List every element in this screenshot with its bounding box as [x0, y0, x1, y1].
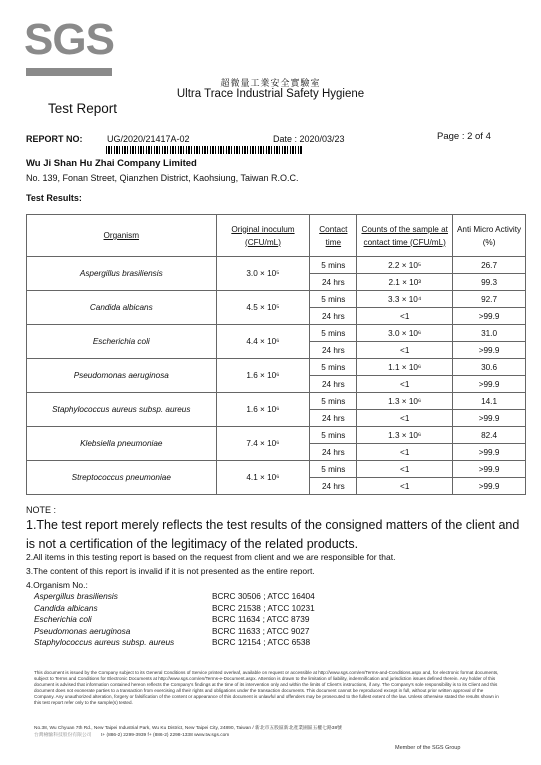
- inoculum-cell: 7.4 × 10⁶: [216, 427, 310, 461]
- contact-cell: 24 hrs: [310, 342, 357, 359]
- col-inoculum: Original inoculum (CFU/mL): [216, 215, 310, 257]
- col-counts: Counts of the sample at contact time (CFU/mL): [357, 215, 453, 257]
- inoculum-cell: 3.0 × 10⁵: [216, 257, 310, 291]
- table-header-row: [27, 215, 526, 257]
- count-cell: <1: [357, 461, 453, 478]
- list-item: Escherichia coli BCRC 11634 ; ATCC 8739: [34, 614, 310, 624]
- sgs-logo: [24, 15, 114, 68]
- contact-cell: 24 hrs: [310, 444, 357, 461]
- count-cell: 2.2 × 10⁵: [357, 257, 453, 274]
- list-item: Staphylococcus aureus subsp. aureus BCRC 12154 ; ATCC 6538: [34, 637, 311, 647]
- inoculum-cell: 4.1 × 10⁶: [216, 461, 310, 495]
- count-cell: 3.3 × 10⁴: [357, 291, 453, 308]
- contact-cell: 24 hrs: [310, 308, 357, 325]
- contact-cell: 5 mins: [310, 257, 357, 274]
- logo-bar: [26, 68, 112, 76]
- table-row: [27, 461, 526, 478]
- activity-cell: >99.9: [453, 342, 526, 359]
- activity-cell: 26.7: [453, 257, 526, 274]
- report-no-value: UG/2020/21417A-02: [107, 134, 190, 144]
- count-cell: 1.3 × 10⁶: [357, 393, 453, 410]
- list-item: Pseudomonas aeruginosa BCRC 11633 ; ATCC 9027: [34, 625, 310, 636]
- activity-cell: >99.9: [453, 461, 526, 478]
- member-of-sgs: Member of the SGS Group: [395, 745, 461, 751]
- contact-cell: 5 mins: [310, 461, 357, 478]
- activity-cell: >99.9: [453, 478, 526, 495]
- organism-cell: Aspergillus brasiliensis: [27, 257, 217, 291]
- count-cell: <1: [357, 376, 453, 393]
- inoculum-cell: 1.6 × 10⁶: [216, 393, 310, 427]
- organism-cell: Escherichia coli: [27, 325, 217, 359]
- activity-cell: 14.1: [453, 393, 526, 410]
- note-2: 2.All items in this testing report is based on the request from client and we are responsible for that.: [26, 552, 396, 562]
- table-row: [27, 257, 526, 274]
- table-row: [27, 359, 526, 376]
- organism-cell: Pseudomonas aeruginosa: [27, 359, 217, 393]
- contact-cell: 24 hrs: [310, 410, 357, 427]
- count-cell: 3.0 × 10⁶: [357, 325, 453, 342]
- activity-cell: >99.9: [453, 308, 526, 325]
- organism-cell: Candida albicans: [27, 291, 217, 325]
- contact-cell: 5 mins: [310, 325, 357, 342]
- lab-name-en: Ultra Trace Industrial Safety Hygiene: [176, 88, 365, 100]
- activity-cell: >99.9: [453, 444, 526, 461]
- note-label: NOTE :: [26, 505, 57, 515]
- activity-cell: 31.0: [453, 325, 526, 342]
- list-item: Candida albicans BCRC 21538 ; ATCC 10231: [34, 602, 315, 613]
- table-row: [27, 393, 526, 410]
- barcode: [106, 146, 303, 154]
- note-4: 4.Organism No.:: [26, 580, 88, 590]
- lab-name-cn: 超微量工業安全實驗室: [220, 79, 321, 89]
- contact-cell: 5 mins: [310, 393, 357, 410]
- contact-cell: 5 mins: [310, 359, 357, 376]
- count-cell: <1: [357, 444, 453, 461]
- activity-cell: 82.4: [453, 427, 526, 444]
- note-3: 3.The content of this report is invalid if it is not presented as the entire report.: [26, 566, 315, 576]
- page-indicator: Page : 2 of 4: [437, 131, 491, 142]
- count-cell: <1: [357, 308, 453, 325]
- company-name: Wu Ji Shan Hu Zhai Company Limited: [26, 158, 197, 169]
- fine-print: This document is issued by the Company subject to its General Conditions of Service printed overleaf, available on request or accessible at http://www.sgs.com/en/Terms-and-Conditions.aspx and, for electronic format documents, subject to Terms and Conditions for Electronic Documents at http://www.sgs.com/en/Terms-e-Document.aspx. Attention is drawn to the limitation of liability, indemnification and jurisdiction issues defined therein. Any holder of this document is advised that information contained hereon reflects the Company's findings at the time of its intervention only and within the limits of Client's instructions, if any. The Company's sole responsibility is to its Client and this document does not exonerate parties to a transaction from exercising all their rights and obligations under the transaction documents. This document cannot be reproduced except in full, without prior written approval of the Company. Any unauthorized alteration, forgery or falsification of the content or appearance of this document is unlawful and offenders may be prosecuted to the fullest extent of the law. Unless otherwise stated the results shown in this test report refer only to the sample(s) tested.: [34, 670, 499, 705]
- logo-text: SGS: [24, 15, 114, 64]
- contact-cell: 5 mins: [310, 427, 357, 444]
- contact-cell: 5 mins: [310, 291, 357, 308]
- count-cell: 2.1 × 10³: [357, 274, 453, 291]
- col-contact: Contact time: [310, 215, 357, 257]
- note-1: 1.The test report merely reflects the test results of the consigned matters of the client and is not a certification of the legitimacy of the related products.: [26, 518, 520, 551]
- organism-cell: Klebsiella pneumoniae: [27, 427, 217, 461]
- contact-cell: 24 hrs: [310, 376, 357, 393]
- table-row: [27, 325, 526, 342]
- report-date: Date : 2020/03/23: [273, 134, 345, 144]
- activity-cell: 99.3: [453, 274, 526, 291]
- table-row: [27, 291, 526, 308]
- results-label: Test Results:: [26, 193, 82, 203]
- col-organism: Organism: [27, 215, 217, 257]
- report-no-label: REPORT NO:: [26, 134, 83, 144]
- company-address: No. 139, Fonan Street, Qianzhen District, Kaohsiung, Taiwan R.O.C.: [26, 173, 299, 183]
- activity-cell: 92.7: [453, 291, 526, 308]
- activity-cell: 30.6: [453, 359, 526, 376]
- table-body: [27, 257, 526, 495]
- footer-address: No.38, Wu Chyuan 7th Rd., New Taipei Industrial Park, Wu Ku District, New Taipei City, 24890, Taiwan / 新北市五股區新北產業園區五權七路38號: [34, 726, 342, 731]
- inoculum-cell: 4.4 × 10⁶: [216, 325, 310, 359]
- organism-cell: Streptococcus pneumoniae: [27, 461, 217, 495]
- activity-cell: >99.9: [453, 376, 526, 393]
- count-cell: 1.1 × 10⁶: [357, 359, 453, 376]
- table-row: [27, 427, 526, 444]
- col-activity: Anti Micro Activity (%): [453, 215, 526, 257]
- count-cell: 1.3 × 10⁶: [357, 427, 453, 444]
- count-cell: <1: [357, 342, 453, 359]
- contact-cell: 24 hrs: [310, 274, 357, 291]
- footer-company-cn: 台灣檢驗科技股份有限公司: [34, 733, 92, 738]
- count-cell: <1: [357, 478, 453, 495]
- contact-cell: 24 hrs: [310, 478, 357, 495]
- page-title: Test Report: [48, 101, 118, 116]
- count-cell: <1: [357, 410, 453, 427]
- organism-cell: Staphylococcus aureus subsp. aureus: [27, 393, 217, 427]
- list-item: Aspergillus brasiliensis BCRC 30506 ; ATCC 16404: [34, 591, 315, 601]
- footer-contact: t+ (886-2) 2299-3939 f+ (886-2) 2298-1338 www.tw.sgs.com: [101, 733, 230, 738]
- inoculum-cell: 4.5 × 10⁵: [216, 291, 310, 325]
- activity-cell: >99.9: [453, 410, 526, 427]
- results-table: [26, 214, 526, 495]
- inoculum-cell: 1.6 × 10⁶: [216, 359, 310, 393]
- organism-list: [34, 591, 334, 649]
